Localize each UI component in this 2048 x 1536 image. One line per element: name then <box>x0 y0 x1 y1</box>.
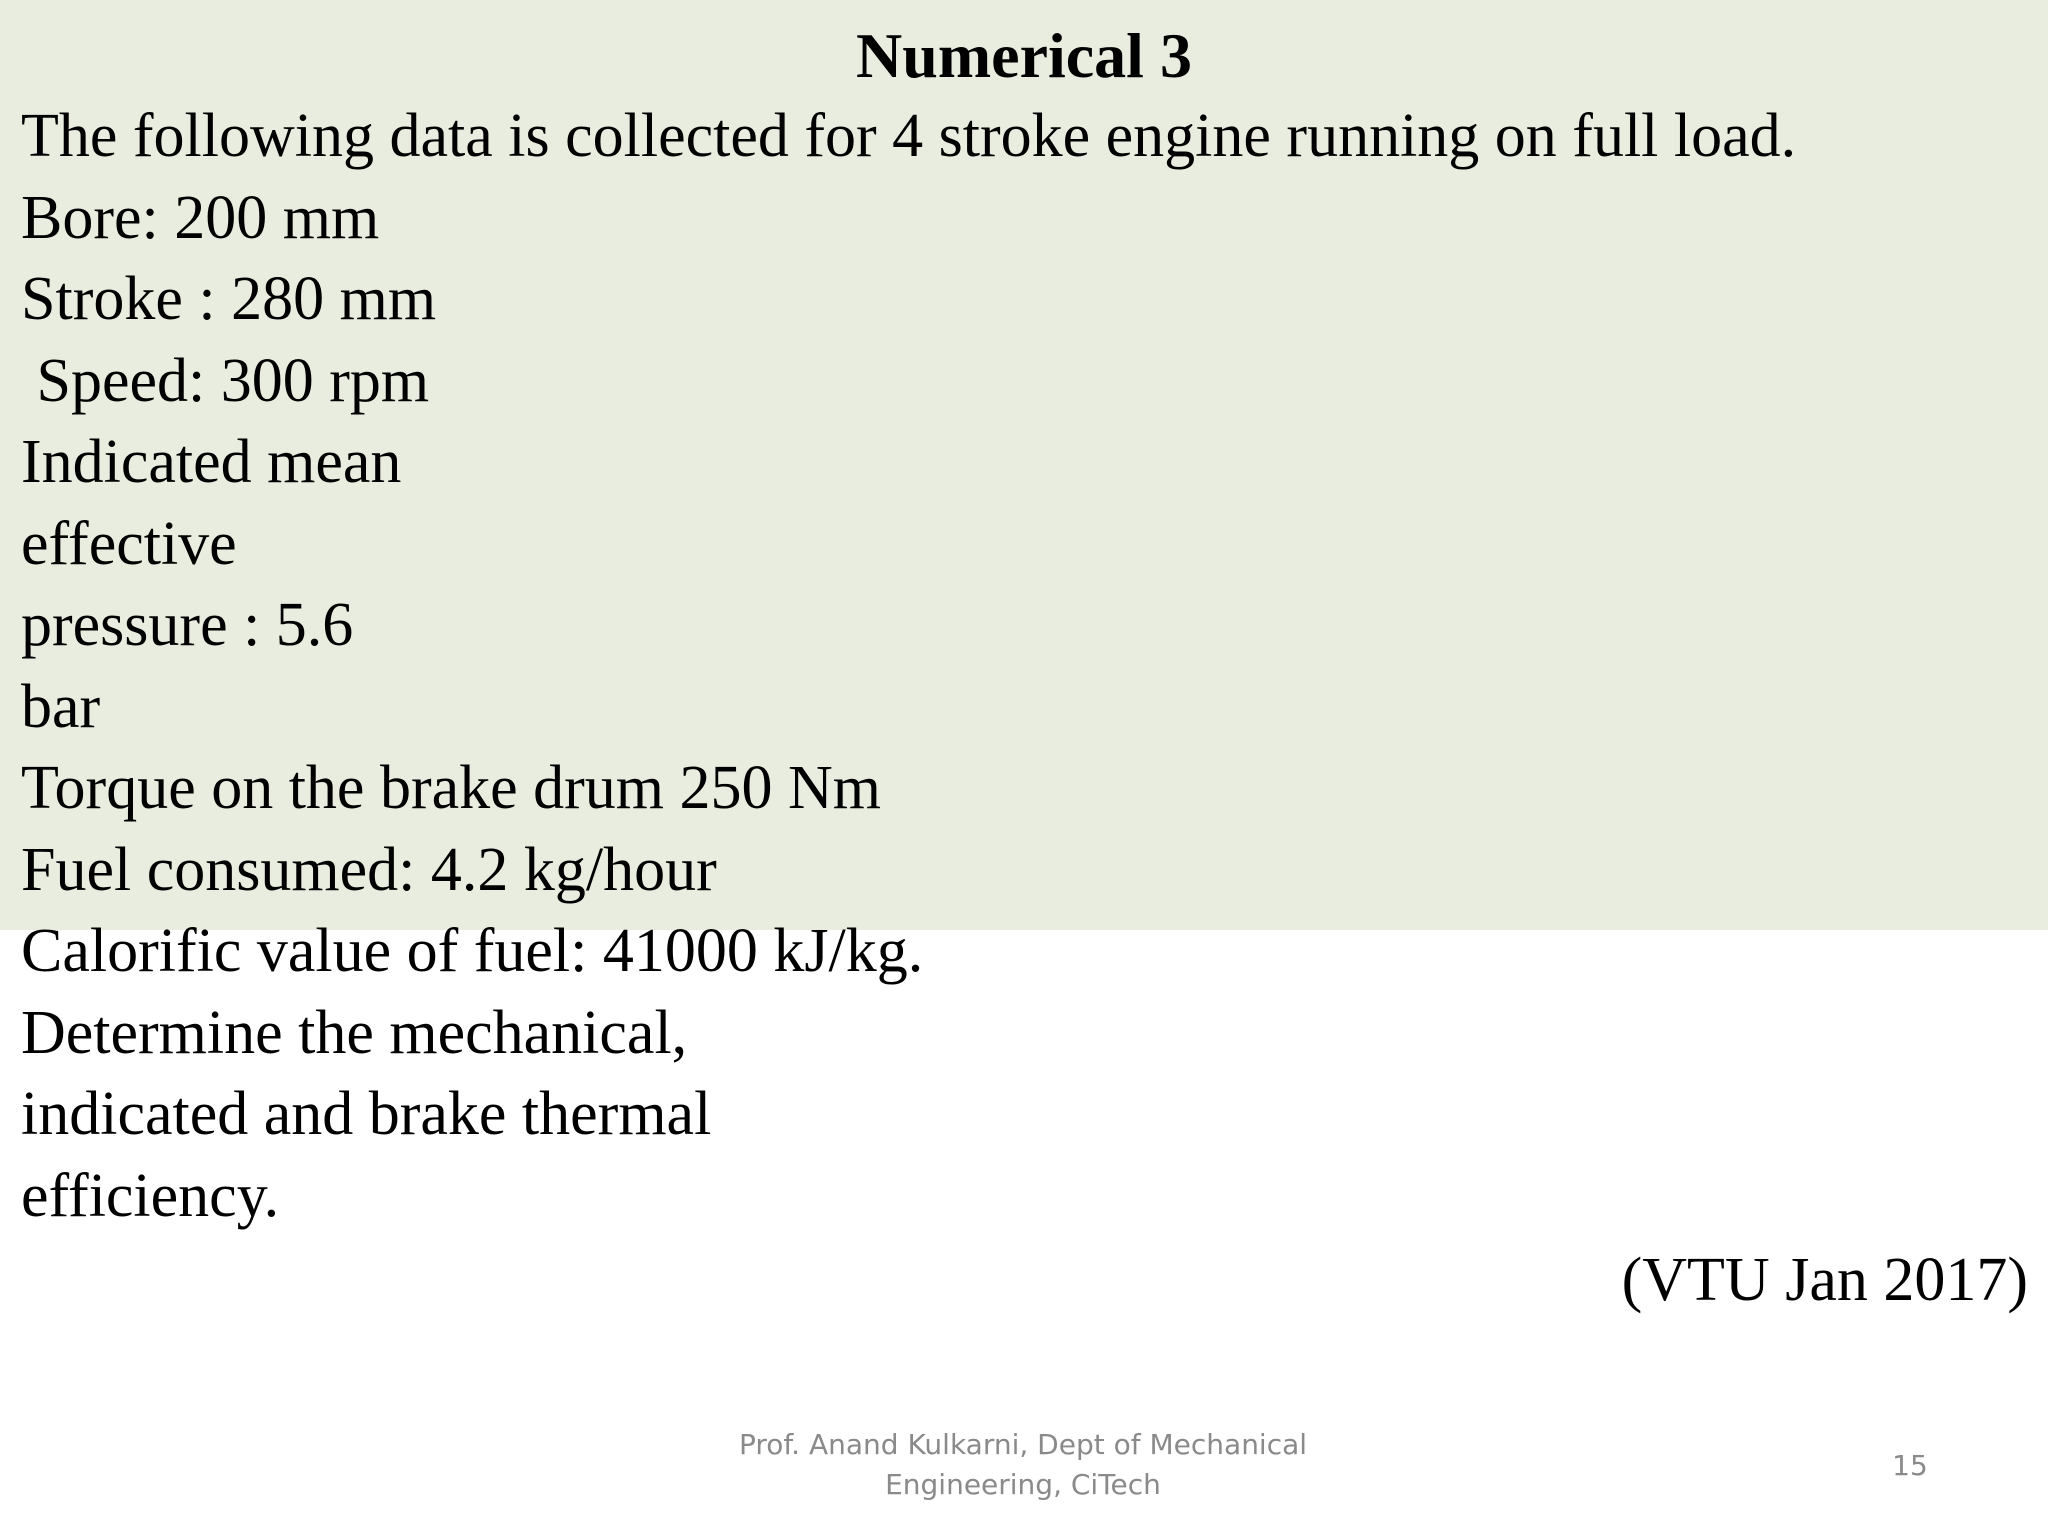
calorific-line: Calorific value of fuel: 41000 kJ/kg. <box>21 917 924 985</box>
page-number: 15 <box>1892 1449 1928 1482</box>
fuel-line: Fuel consumed: 4.2 kg/hour <box>21 835 717 904</box>
source-citation: (VTU Jan 2017) <box>1621 1246 2028 1314</box>
speed-line: Speed: 300 rpm <box>21 346 430 415</box>
imep-line-1: Indicated mean <box>21 428 402 496</box>
imep-line-3: pressure : 5.6 <box>21 591 354 659</box>
torque-line: Torque on the brake drum 250 Nm <box>21 754 882 822</box>
footer-line-1: Prof. Anand Kulkarni, Dept of Mechanical <box>738 1428 1308 1461</box>
question-line-2: indicated and brake thermal <box>21 1080 712 1148</box>
problem-statement <box>21 96 1796 1237</box>
footer-author <box>690 1425 1356 1505</box>
bore-line: Bore: 200 mm <box>21 183 380 252</box>
imep-line-2: effective <box>21 509 237 578</box>
imep-line-4: bar <box>21 672 101 741</box>
footer-line-2: Engineering, CiTech <box>885 1468 1161 1501</box>
stroke-line: Stroke : 280 mm <box>21 265 437 333</box>
question-line-3: efficiency. <box>21 1161 280 1230</box>
slide-title: Numerical 3 <box>856 20 1192 91</box>
statement-line: The following data is collected for 4 stroke engine running on full load. <box>21 102 1797 170</box>
question-line-1: Determine the mechanical, <box>21 998 688 1067</box>
